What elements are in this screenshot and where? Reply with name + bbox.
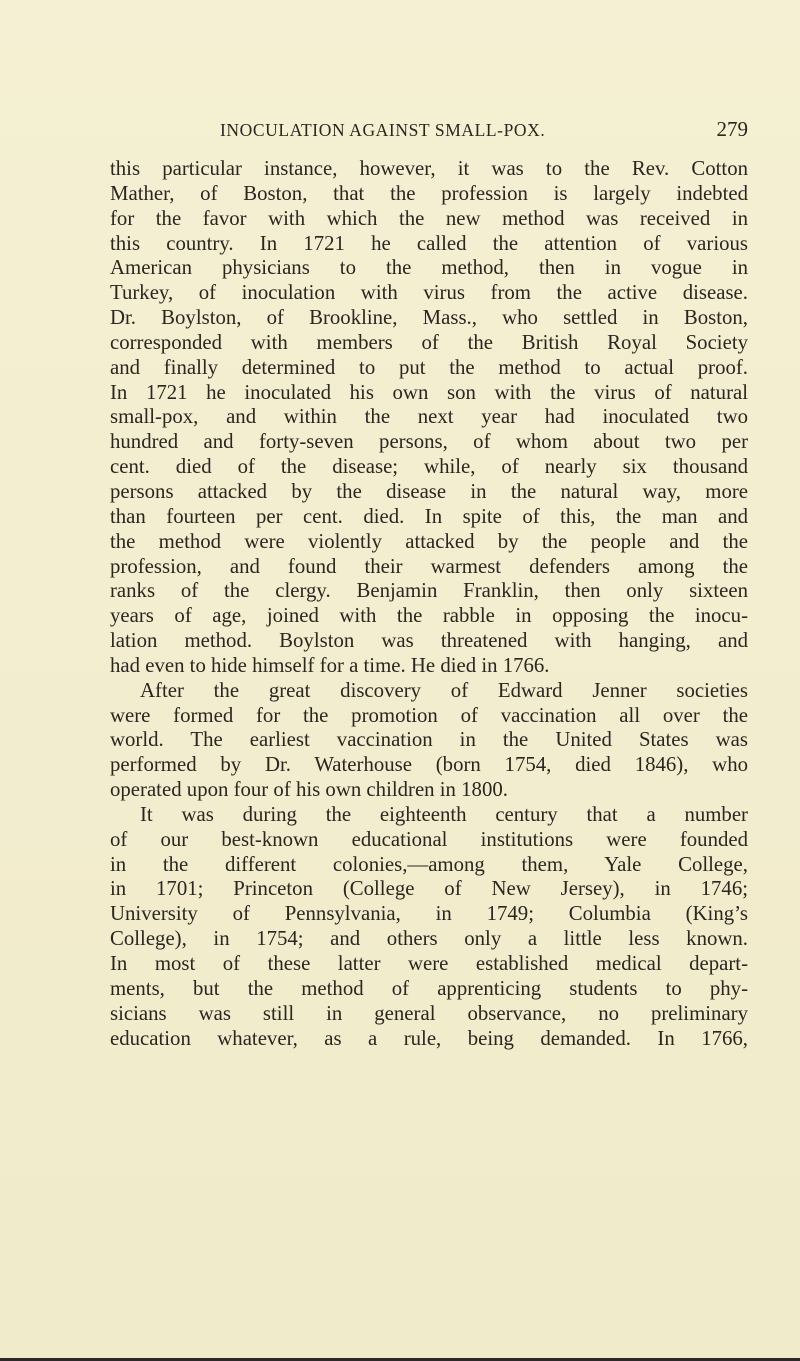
text-line: University of Pennsylvania, in 1749; Columbia (King’s <box>110 902 748 926</box>
text-line: operated upon four of his own children in 1800. <box>110 778 508 802</box>
text-line: After the great discovery of Edward Jenner societies <box>140 678 748 702</box>
paragraph-boylston <box>110 157 748 679</box>
text-line: of our best-known educational institutions were founded <box>110 827 748 851</box>
text-line: than fourteen per cent. died. In spite of this, the man and <box>110 504 748 528</box>
text-line: this particular instance, however, it was to the Rev. Cotton <box>110 157 748 180</box>
page-header <box>110 117 748 146</box>
text-line: the method were violently attacked by the people and the <box>110 529 748 553</box>
text-line: corresponded with members of the British Royal Society <box>110 330 748 354</box>
text-line: It was during the eighteenth century that a number <box>140 802 748 826</box>
text-line: in the different colonies,—among them, Yale College, <box>110 852 748 876</box>
text-line: American physicians to the method, then in vogue in <box>110 256 748 280</box>
text-line: persons attacked by the disease in the natural way, more <box>110 479 748 503</box>
text-line: had even to hide himself for a time. He died in 1766. <box>110 653 550 677</box>
text-line: this country. In 1721 he called the attention of various <box>110 231 748 255</box>
text-line: cent. died of the disease; while, of nearly six thousand <box>110 455 748 479</box>
page-number: 279 <box>716 117 748 141</box>
text-line: profession, and found their warmest defenders among the <box>110 554 748 578</box>
text-line: and finally determined to put the method to actual proof. <box>110 355 748 379</box>
text-line: lation method. Boylston was threatened with hanging, and <box>110 629 748 653</box>
running-head: INOCULATION AGAINST SMALL-POX. <box>220 120 546 140</box>
text-line: were formed for the promotion of vaccination all over the <box>110 703 748 727</box>
text-line: performed by Dr. Waterhouse (born 1754, died 1846), who <box>110 753 748 777</box>
paragraph-jenner <box>110 679 748 803</box>
text-line: for the favor with which the new method was received in <box>110 206 748 230</box>
text-line: ments, but the method of apprenticing students to phy- <box>110 976 748 1000</box>
text-line: world. The earliest vaccination in the United States was <box>110 728 748 752</box>
text-line: years of age, joined with the rabble in opposing the inocu- <box>110 604 748 628</box>
text-line: Turkey, of inoculation with virus from the active disease. <box>110 281 748 305</box>
text-line: hundred and forty-seven persons, of whom about two per <box>110 430 748 454</box>
text-line: in 1701; Princeton (College of New Jersey), in 1746; <box>110 877 748 901</box>
body-text <box>110 157 748 1051</box>
text-line: education whatever, as a rule, being demanded. In 1766, <box>110 1026 748 1050</box>
text-line: In 1721 he inoculated his own son with the virus of natural <box>110 380 748 404</box>
text-line: College), in 1754; and others only a little less known. <box>110 927 748 951</box>
text-line: Mather, of Boston, that the profession is largely indebted <box>110 181 748 205</box>
text-line: ranks of the clergy. Benjamin Franklin, then only sixteen <box>110 579 748 603</box>
text-line: In most of these latter were established medical depart- <box>110 952 748 975</box>
text-line: small-pox, and within the next year had inoculated two <box>110 405 748 429</box>
text-line: Dr. Boylston, of Brookline, Mass., who settled in Boston, <box>110 306 748 330</box>
paragraph-colleges <box>110 803 748 1051</box>
text-line: sicians was still in general observance, no preliminary <box>110 1001 748 1025</box>
